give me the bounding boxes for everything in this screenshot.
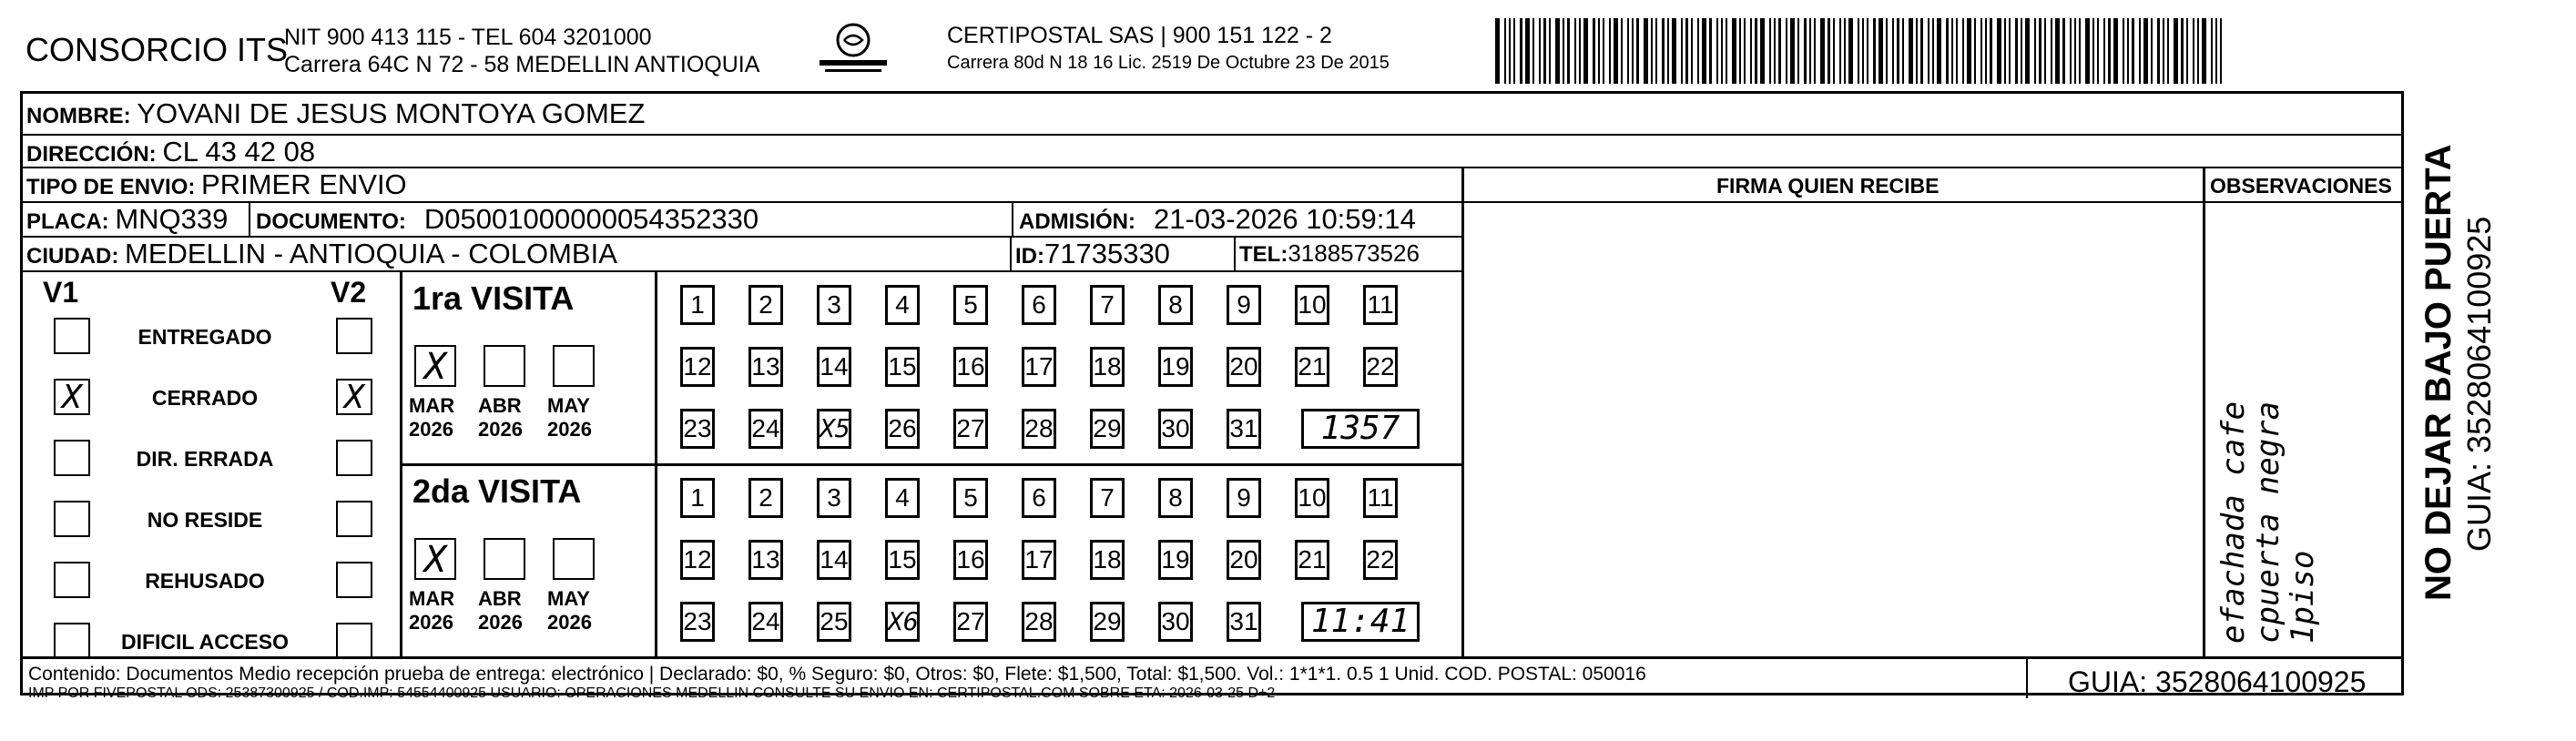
day-box: 15 xyxy=(885,347,920,387)
barcode-bar xyxy=(1644,18,1648,84)
barcode-bar xyxy=(1833,18,1835,84)
month-box xyxy=(553,538,595,580)
barcode-bar xyxy=(1937,18,1941,84)
status-label: DIR. ERRADA xyxy=(136,447,274,471)
barcode-bar xyxy=(2127,18,2129,84)
barcode-bar xyxy=(2123,18,2124,84)
day-box: 14 xyxy=(817,347,851,387)
barcode-bar xyxy=(1627,18,1629,84)
barcode-bar xyxy=(1709,18,1712,84)
barcode-bar xyxy=(1726,18,1727,84)
barcode-bar xyxy=(2202,18,2206,84)
day-box: 13 xyxy=(748,347,783,387)
day-box: 3 xyxy=(817,285,851,325)
year-label: 2026 xyxy=(478,611,523,634)
barcode-bar xyxy=(1691,18,1693,84)
barcode-bar xyxy=(1760,18,1765,84)
barcode-bar xyxy=(1685,18,1688,84)
year-label: 2026 xyxy=(409,611,453,634)
barcode-bar xyxy=(1956,18,1958,84)
day-box: 11 xyxy=(1363,285,1398,325)
barcode-bar xyxy=(2151,18,2153,84)
day-box: 21 xyxy=(1295,347,1329,387)
tipo-value: PRIMER ENVIO xyxy=(201,168,407,200)
barcode-bar xyxy=(1651,18,1653,84)
year-label: 2026 xyxy=(478,418,523,441)
day-box: 19 xyxy=(1158,347,1193,387)
barcode-bar xyxy=(1928,18,1929,84)
documento-value: D05001000000054352330 xyxy=(423,203,759,235)
header xyxy=(0,0,2413,91)
day-box: 22 xyxy=(1363,347,1398,387)
day-box: 18 xyxy=(1090,347,1125,387)
day-box: 1 xyxy=(680,478,715,518)
month-box xyxy=(414,538,456,580)
status-v2-box xyxy=(336,623,372,659)
day-box: 14 xyxy=(817,540,851,580)
barcode-bar xyxy=(1513,18,1515,84)
day-box: 23 xyxy=(680,409,715,449)
barcode-bar xyxy=(1990,18,1992,84)
shipping-form xyxy=(20,91,2404,701)
barcode-bar xyxy=(1814,18,1816,84)
barcode-bar xyxy=(1974,18,1976,84)
barcode-bar xyxy=(2132,18,2134,84)
barcode-bar xyxy=(2220,18,2222,84)
day-box: 18 xyxy=(1090,540,1125,580)
barcode-bar xyxy=(1567,18,1570,84)
year-label: 2026 xyxy=(409,418,453,441)
status-label: NO RESIDE xyxy=(147,508,263,532)
barcode-bar xyxy=(1603,18,1604,84)
day-box: 25 xyxy=(817,602,851,642)
barcode-bar xyxy=(1593,18,1595,84)
barcode-bar xyxy=(2215,18,2217,84)
direccion-row xyxy=(26,136,315,168)
certipostal-info xyxy=(947,22,1390,76)
day-box: 6 xyxy=(1022,478,1056,518)
side-guia-text: GUIA: 3528064100925 xyxy=(2460,216,2498,552)
barcode-bar xyxy=(2070,18,2072,84)
ciudad-label: CIUDAD: xyxy=(26,244,119,269)
barcode-bar xyxy=(1532,18,1534,84)
barcode-bar xyxy=(1750,18,1752,84)
barcode-bar xyxy=(2143,18,2148,84)
day-box: 12 xyxy=(680,540,715,580)
ciudad-row xyxy=(26,238,617,270)
admision-value: 21-03-2026 10:59:14 xyxy=(1154,203,1416,235)
contenido-line: Contenido: Documentos Medio recepción prueba de entrega: electrónico | Declarado: $0, % Seguro: $0, Otros: $0, Flete: $1,500, Total: $1,500. Vol.: 1*1*1. 0.5 1 Unid. COD. POSTAL: 050016 xyxy=(28,664,1646,685)
nombre-label: NOMBRE: xyxy=(26,104,131,128)
id-label: ID: xyxy=(1015,244,1044,269)
day-box: 19 xyxy=(1158,540,1193,580)
barcode-bar xyxy=(2186,18,2188,84)
barcode-bar xyxy=(1609,18,1611,84)
day-box: 24 xyxy=(748,602,783,642)
visit-title: 1ra VISITA xyxy=(412,279,575,317)
barcode-bar xyxy=(1555,18,1560,84)
observaciones-header: OBSERVACIONES xyxy=(2210,174,2392,198)
barcode-bar xyxy=(2157,18,2160,84)
company-info xyxy=(284,24,759,78)
month-label: ABR xyxy=(478,394,522,417)
tel-label: TEL: xyxy=(1239,242,1288,267)
barcode-bar xyxy=(2193,18,2194,84)
barcode-bar xyxy=(2044,18,2046,84)
barcode-bar xyxy=(1672,18,1676,84)
day-box: 31 xyxy=(1227,409,1261,449)
barcode-bar xyxy=(2079,18,2081,84)
barcode-bar xyxy=(1873,18,1876,84)
visit-title: 2da VISITA xyxy=(412,472,582,510)
no-dejar-text: NO DEJAR BAJO PUERTA xyxy=(2418,144,2459,601)
day-box: 9 xyxy=(1227,285,1261,325)
month-box xyxy=(484,345,525,387)
day-box: 16 xyxy=(953,540,988,580)
check-mark: X xyxy=(423,346,447,388)
barcode-bar xyxy=(1839,18,1841,84)
imp-line: IMP POR FIVEPOSTAL ODS: 25387300925 / COD.IMP: 54554400925 USUARIO: OPERACIONES MEDELLIN CONSULTE SU ENVIO EN: CERTIPOSTAL.COM SOBRE ETA: 2026-03-25 D+2 xyxy=(28,685,1276,701)
admision-label: ADMISIÓN: xyxy=(1019,209,1135,234)
barcode-bar xyxy=(1848,18,1853,84)
day-box: X6 xyxy=(885,602,920,642)
barcode-bar xyxy=(2009,18,2011,84)
barcode-bar xyxy=(2092,18,2094,84)
barcode xyxy=(1495,18,2224,84)
barcode-bar xyxy=(1716,18,1718,84)
barcode-bar xyxy=(2163,18,2164,84)
day-box: 28 xyxy=(1022,409,1056,449)
tipo-label: TIPO DE ENVIO: xyxy=(26,175,196,199)
barcode-bar xyxy=(1543,18,1546,84)
barcode-bar xyxy=(1951,18,1953,84)
day-box: 10 xyxy=(1295,285,1329,325)
barcode-bar xyxy=(2085,18,2090,84)
barcode-bar xyxy=(2074,18,2076,84)
day-box: 20 xyxy=(1227,540,1261,580)
day-box: 20 xyxy=(1227,347,1261,387)
day-box: 21 xyxy=(1295,540,1329,580)
guia-box: GUIA: 3528064100925 xyxy=(2068,665,2367,698)
day-box: 16 xyxy=(953,347,988,387)
day-box: 9 xyxy=(1227,478,1261,518)
barcode-bar xyxy=(2055,18,2060,84)
day-box: 4 xyxy=(885,478,920,518)
documento-row xyxy=(256,203,759,236)
id-value: 71735330 xyxy=(1044,238,1170,269)
status-label: ENTREGADO xyxy=(137,325,272,349)
id-row xyxy=(1015,238,1170,270)
month-label: MAR xyxy=(409,587,455,610)
barcode-bar xyxy=(1962,18,1964,84)
day-box: 26 xyxy=(885,409,920,449)
barcode-bar xyxy=(1520,18,1522,84)
certipostal-line: CERTIPOSTAL SAS | 900 151 122 - 2 xyxy=(947,23,1332,48)
company-name: CONSORCIO ITS xyxy=(25,31,289,68)
barcode-bar xyxy=(2021,18,2022,84)
barcode-bar xyxy=(1702,18,1706,84)
tipo-row xyxy=(26,168,407,201)
barcode-bar xyxy=(1681,18,1683,84)
day-box: 2 xyxy=(748,478,783,518)
barcode-bar xyxy=(1539,18,1541,84)
day-box: 22 xyxy=(1363,540,1398,580)
barcode-bar xyxy=(1892,18,1894,84)
barcode-bar xyxy=(1769,18,1771,84)
placa-row xyxy=(26,203,228,236)
barcode-bar xyxy=(1655,18,1657,84)
month-box xyxy=(414,345,456,387)
check-mark: X xyxy=(62,379,82,416)
barcode-bar xyxy=(1886,18,1888,84)
barcode-bar xyxy=(2015,18,2018,84)
barcode-bar xyxy=(1563,18,1564,84)
barcode-bar xyxy=(1804,18,1807,84)
barcode-bar xyxy=(1697,18,1699,84)
barcode-bar xyxy=(1946,18,1949,84)
admision-row xyxy=(1019,203,1416,236)
barcode-bar xyxy=(1574,18,1576,84)
day-box: 30 xyxy=(1158,409,1193,449)
placa-value: MNQ339 xyxy=(115,203,229,235)
barcode-bar xyxy=(1583,18,1588,84)
barcode-bar xyxy=(1844,18,1846,84)
barcode-bar xyxy=(2097,18,2099,84)
barcode-bar xyxy=(1721,18,1723,84)
barcode-bar xyxy=(2211,18,2213,84)
status-label: REHUSADO xyxy=(145,569,265,593)
barcode-bar xyxy=(1509,18,1511,84)
barcode-bar xyxy=(2004,18,2006,84)
day-box: X5 xyxy=(817,409,851,449)
day-box: 6 xyxy=(1022,285,1056,325)
check-mark: X xyxy=(344,379,364,416)
barcode-bar xyxy=(1778,18,1781,84)
barcode-bar xyxy=(2103,18,2105,84)
barcode-bar xyxy=(2108,18,2111,84)
barcode-bar xyxy=(1862,18,1864,84)
year-label: 2026 xyxy=(547,418,592,441)
certipostal-address: Carrera 80d N 18 16 Lic. 2519 De Octubre 23 De 2015 xyxy=(947,53,1390,73)
barcode-bar xyxy=(1828,18,1830,84)
direccion-label: DIRECCIÓN: xyxy=(26,142,157,167)
month-label: MAR xyxy=(409,394,455,417)
day-box: 17 xyxy=(1022,347,1056,387)
barcode-bar xyxy=(1739,18,1741,84)
barcode-bar xyxy=(1579,18,1581,84)
barcode-bar xyxy=(2051,18,2052,84)
barcode-bar xyxy=(1786,18,1787,84)
barcode-bar xyxy=(1632,18,1634,84)
barcode-bar xyxy=(1967,18,1971,84)
observaciones-line: efachada cafe xyxy=(2215,401,2252,644)
barcode-bar xyxy=(1755,18,1757,84)
barcode-bar xyxy=(2139,18,2141,84)
ciudad-value: MEDELLIN - ANTIOQUIA - COLOMBIA xyxy=(125,238,617,269)
check-mark: X xyxy=(423,539,447,581)
day-box: 7 xyxy=(1090,285,1125,325)
barcode-bar xyxy=(2174,18,2178,84)
barcode-bar xyxy=(2025,18,2030,84)
day-box: 27 xyxy=(953,409,988,449)
barcode-bar xyxy=(1897,18,1899,84)
day-box: 29 xyxy=(1090,409,1125,449)
day-box: 13 xyxy=(748,540,783,580)
barcode-bar xyxy=(1932,18,1934,84)
barcode-bar xyxy=(1985,18,1987,84)
barcode-bar xyxy=(1495,18,1500,84)
day-box: 8 xyxy=(1158,285,1193,325)
month-label: MAY xyxy=(547,394,590,417)
status-v2-box xyxy=(336,440,372,476)
day-box: 3 xyxy=(817,478,851,518)
barcode-bar xyxy=(1614,18,1618,84)
day-box: 8 xyxy=(1158,478,1193,518)
year-label: 2026 xyxy=(547,611,592,634)
time-box: 11:41 xyxy=(1301,602,1420,642)
barcode-bar xyxy=(1858,18,1859,84)
barcode-bar xyxy=(2034,18,2036,84)
day-box: 23 xyxy=(680,602,715,642)
v2-label: V2 xyxy=(331,276,367,309)
barcode-bar xyxy=(1662,18,1665,84)
barcode-bar xyxy=(2113,18,2118,84)
day-box: 5 xyxy=(953,285,988,325)
documento-label: DOCUMENTO: xyxy=(256,209,406,234)
day-box: 28 xyxy=(1022,602,1056,642)
nombre-value: YOVANI DE JESUS MONTOYA GOMEZ xyxy=(137,97,646,129)
status-v2-box xyxy=(336,318,372,354)
month-box xyxy=(553,345,595,387)
status-v2-box xyxy=(336,562,372,598)
barcode-bar xyxy=(1744,18,1746,84)
barcode-bar xyxy=(1667,18,1669,84)
month-label: MAY xyxy=(547,587,590,610)
barcode-bar xyxy=(1636,18,1639,84)
time-box: 1357 xyxy=(1301,409,1420,449)
placa-label: PLACA: xyxy=(26,209,109,234)
day-box: 17 xyxy=(1022,540,1056,580)
barcode-bar xyxy=(1902,18,1904,84)
barcode-bar xyxy=(2181,18,2184,84)
observaciones-line: 1piso xyxy=(2285,550,2321,644)
barcode-bar xyxy=(2197,18,2199,84)
day-box: 10 xyxy=(1295,478,1329,518)
barcode-bar xyxy=(1920,18,1923,84)
day-box: 7 xyxy=(1090,478,1125,518)
barcode-bar xyxy=(1909,18,1913,84)
barcode-bar xyxy=(1809,18,1811,84)
barcode-bar xyxy=(1820,18,1825,84)
day-box: 15 xyxy=(885,540,920,580)
barcode-bar xyxy=(2167,18,2169,84)
barcode-bar xyxy=(1790,18,1795,84)
barcode-bar xyxy=(2039,18,2041,84)
month-box xyxy=(484,538,525,580)
status-v2-box xyxy=(336,379,372,415)
day-box: 27 xyxy=(953,602,988,642)
tel-value: 3188573526 xyxy=(1288,239,1420,267)
barcode-bar xyxy=(1867,18,1868,84)
observaciones-line: cpuerta negra xyxy=(2250,401,2286,644)
barcode-bar xyxy=(1549,18,1551,84)
barcode-bar xyxy=(1774,18,1776,84)
barcode-bar xyxy=(2062,18,2065,84)
barcode-bar xyxy=(1598,18,1600,84)
status-label: DIFICIL ACCESO xyxy=(120,630,289,654)
month-label: ABR xyxy=(478,587,522,610)
day-box: 1 xyxy=(680,285,715,325)
direccion-value: CL 43 42 08 xyxy=(162,136,316,167)
barcode-bar xyxy=(1997,18,2001,84)
barcode-bar xyxy=(1504,18,1506,84)
day-box: 30 xyxy=(1158,602,1193,642)
firma-header: FIRMA QUIEN RECIBE xyxy=(1716,174,1940,198)
barcode-bar xyxy=(1980,18,1982,84)
day-box: 5 xyxy=(953,478,988,518)
tel-row xyxy=(1239,239,1420,268)
barcode-bar xyxy=(1797,18,1799,84)
barcode-bar xyxy=(1621,18,1623,84)
barcode-bar xyxy=(1732,18,1736,84)
address-line: Carrera 64C N 72 - 58 MEDELLIN ANTIOQUIA xyxy=(284,52,760,77)
day-box: 12 xyxy=(680,347,715,387)
certipostal-logo xyxy=(812,20,894,78)
v1-label: V1 xyxy=(43,276,79,309)
day-box: 31 xyxy=(1227,602,1261,642)
status-v2-box xyxy=(336,501,372,537)
status-label: CERRADO xyxy=(151,386,259,410)
day-box: 4 xyxy=(885,285,920,325)
day-box: 24 xyxy=(748,409,783,449)
day-box: 29 xyxy=(1090,602,1125,642)
barcode-bar xyxy=(1525,18,1530,84)
day-box: 2 xyxy=(748,285,783,325)
nit-line: NIT 900 413 115 - TEL 604 3201000 xyxy=(284,25,652,50)
barcode-bar xyxy=(1879,18,1883,84)
day-box: 11 xyxy=(1363,478,1398,518)
barcode-bar xyxy=(1916,18,1918,84)
nombre-row xyxy=(26,97,645,130)
